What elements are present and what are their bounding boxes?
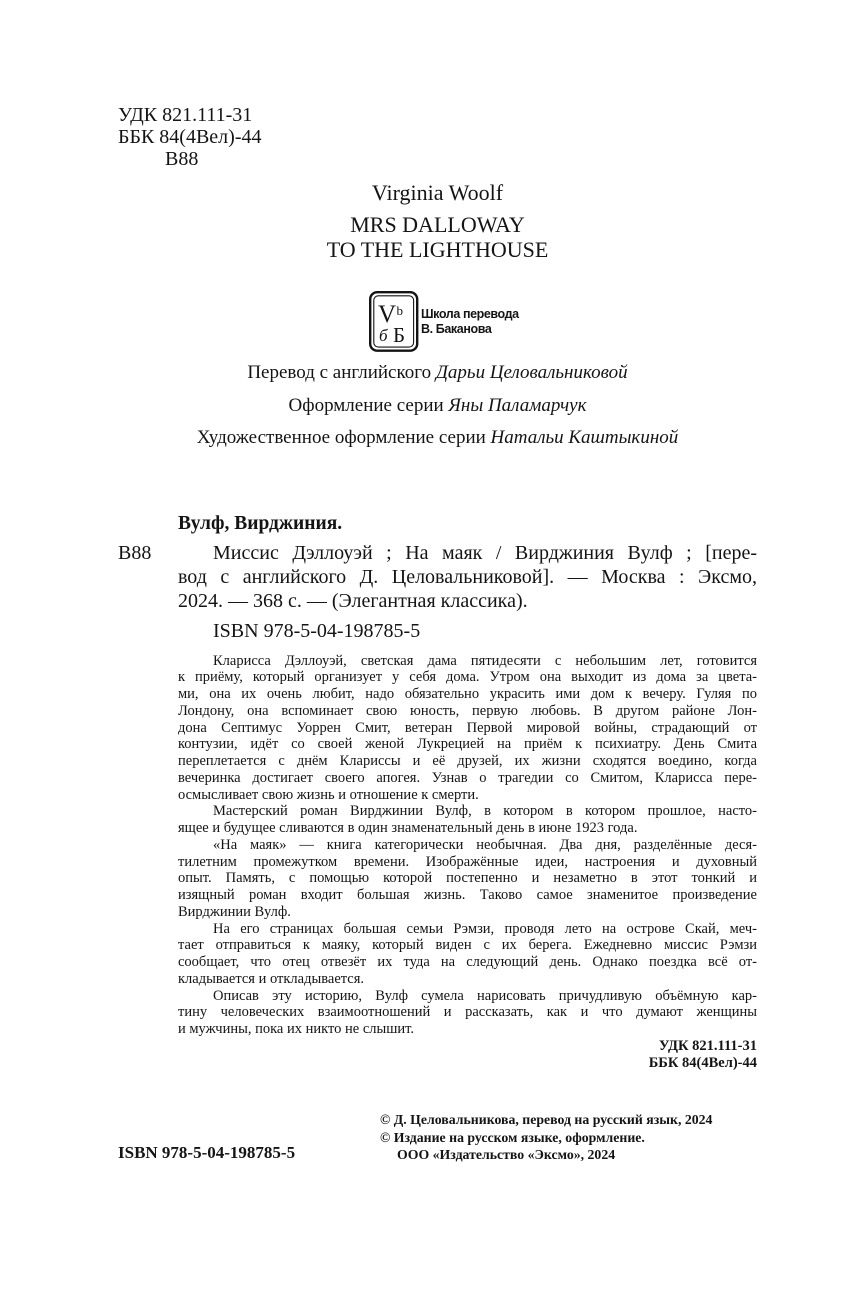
bbk-code: ББК 84(4Вел)-44 bbox=[118, 126, 262, 148]
annotation bbox=[178, 653, 757, 1038]
annotation-line: сообщает, что отец отвезёт их туда на следующий день. Однако поездка всё от- bbox=[178, 954, 757, 971]
copyright-line: © Издание на русском языке, оформление. bbox=[380, 1129, 645, 1145]
svg-text:V: V bbox=[378, 301, 397, 328]
credit-art-design bbox=[118, 426, 757, 450]
translation-school-logo bbox=[369, 291, 419, 357]
annotation-paragraph bbox=[178, 988, 757, 1038]
footer-classification bbox=[457, 1038, 757, 1072]
svg-text:Б: Б bbox=[393, 323, 406, 347]
logo-caption-line: В. Баканова bbox=[421, 322, 492, 336]
annotation-line: Вирджинии Вулф. bbox=[178, 903, 291, 920]
annotation-line: и мужчины, пока их никто не слышит. bbox=[178, 1021, 415, 1038]
credit-name: Дарьи Целовальниковой bbox=[435, 362, 628, 383]
copyright-line: © Д. Целовальникова, перевод на русский язык, 2024 bbox=[380, 1112, 713, 1127]
annotation-paragraph bbox=[178, 921, 757, 988]
annotation-line: «На маяк» — книга категорически необычная. Два дня, разделённые деся- bbox=[213, 836, 757, 853]
svg-text:b: b bbox=[396, 303, 403, 318]
annotation-line: Лондону, она вспоминает свою юность, первую любовь. В другом районе Лон- bbox=[178, 702, 757, 719]
annotation-line: к приёму, который организует у себя дома. Утром она выходит из дома за цвета- bbox=[178, 669, 757, 686]
copyright-line: ООО «Издательство «Эксмо», 2024 bbox=[397, 1147, 616, 1162]
logo-caption bbox=[421, 307, 519, 337]
logo-monogram-icon bbox=[369, 291, 419, 352]
credit-label: Художественное оформление серии bbox=[196, 427, 486, 448]
annotation-line: Кларисса Дэллоуэй, светская дама пятидесяти с небольшим лет, готовится bbox=[213, 652, 757, 669]
isbn-bottom: ISBN 978-5-04-198785-5 bbox=[118, 1143, 296, 1162]
record-heading: Вулф, Вирджиния. bbox=[178, 513, 343, 534]
svg-text:б: б bbox=[379, 326, 388, 345]
record-line: Миссис Дэллоуэй ; На маяк / Вирджиния Вулф ; [пере- bbox=[213, 542, 757, 564]
annotation-line: вечеринка достигает своего апогея. Узнав о трагедии со Смитом, Кларисса пере- bbox=[178, 769, 757, 786]
annotation-line: дона Септимус Уоррен Смит, ветеран Первой мировой войны, страдающий от bbox=[178, 719, 757, 736]
annotation-paragraph bbox=[178, 803, 757, 837]
record-isbn: ISBN 978-5-04-198785-5 bbox=[213, 620, 421, 642]
annotation-line: тину человеческих взаимоотношений и рассказать, как и что думают женщины bbox=[178, 1004, 757, 1021]
author-mark: В88 bbox=[165, 148, 199, 170]
credit-translation bbox=[118, 361, 757, 385]
annotation-line: тилетним промежутком времени. Изображённые идеи, настроения и духовный bbox=[178, 853, 757, 870]
annotation-line: Мастерский роман Вирджинии Вулф, в котором в котором прошлое, насто- bbox=[213, 803, 757, 820]
original-title: TO THE LIGHTHOUSE bbox=[326, 237, 549, 262]
credit-name: Натальи Каштыкиной bbox=[490, 427, 679, 448]
udk-code: УДК 821.111-31 bbox=[118, 104, 253, 126]
classification-block bbox=[118, 104, 262, 170]
logo-caption-line: Школа перевода bbox=[421, 307, 519, 321]
annotation-line: изящный роман входит большая жизнь. Таково самое знаменитое произведение bbox=[178, 887, 757, 904]
credit-series-design bbox=[118, 394, 757, 418]
annotation-line: переплетается с днём Клариссы и её друзей, их жизни сходятся воедино, когда bbox=[178, 753, 757, 770]
annotation-line: кладывается и откладывается. bbox=[178, 970, 364, 987]
annotation-line: осмысливает свою жизнь и отношение к смерти. bbox=[178, 786, 479, 803]
record-line: 2024. — 368 с. — (Элегантная классика). bbox=[178, 590, 528, 612]
credit-label: Оформление серии bbox=[288, 395, 444, 416]
record-description bbox=[178, 541, 757, 613]
annotation-line: ми, она их очень любит, надо обязательно украсить ими дом к вечеру. Гуляя по bbox=[178, 686, 757, 703]
original-titles bbox=[118, 212, 757, 262]
annotation-paragraph bbox=[178, 653, 757, 804]
annotation-paragraph bbox=[178, 837, 757, 921]
footer-bbk-code: ББК 84(4Вел)-44 bbox=[648, 1054, 757, 1071]
footer-udk-code: УДК 821.111-31 bbox=[658, 1037, 757, 1054]
original-author: Virginia Woolf bbox=[371, 180, 504, 205]
annotation-line: контузии, идёт со своей женой Лукрецией на приём к психиатру. День Смита bbox=[178, 736, 757, 753]
copyright-block bbox=[380, 1111, 757, 1164]
record-line: вод с английского Д. Целовальниковой]. — Москва : Эксмо, bbox=[178, 566, 757, 588]
annotation-line: тает отправиться к маяку, который виден с их берега. Ежедневно миссис Рэмзи bbox=[178, 937, 757, 954]
annotation-line: опыт. Память, с помощью которой постепенно и незаметно в этот тонкий и bbox=[178, 870, 757, 887]
annotation-line: ящее и будущее сливаются в один знаменательный день в июне 1923 года. bbox=[178, 820, 638, 837]
annotation-line: Описав эту историю, Вулф сумела нарисовать причудливую объёмную кар- bbox=[213, 987, 757, 1004]
credit-label: Перевод с английского bbox=[247, 362, 432, 383]
annotation-line: На его страницах большая семьи Рэмзи, проводя лето на острове Скай, меч- bbox=[213, 920, 757, 937]
original-title: MRS DALLOWAY bbox=[350, 212, 525, 237]
record-author-mark: В88 bbox=[118, 542, 152, 564]
credit-name: Яны Паламарчук bbox=[448, 395, 587, 416]
